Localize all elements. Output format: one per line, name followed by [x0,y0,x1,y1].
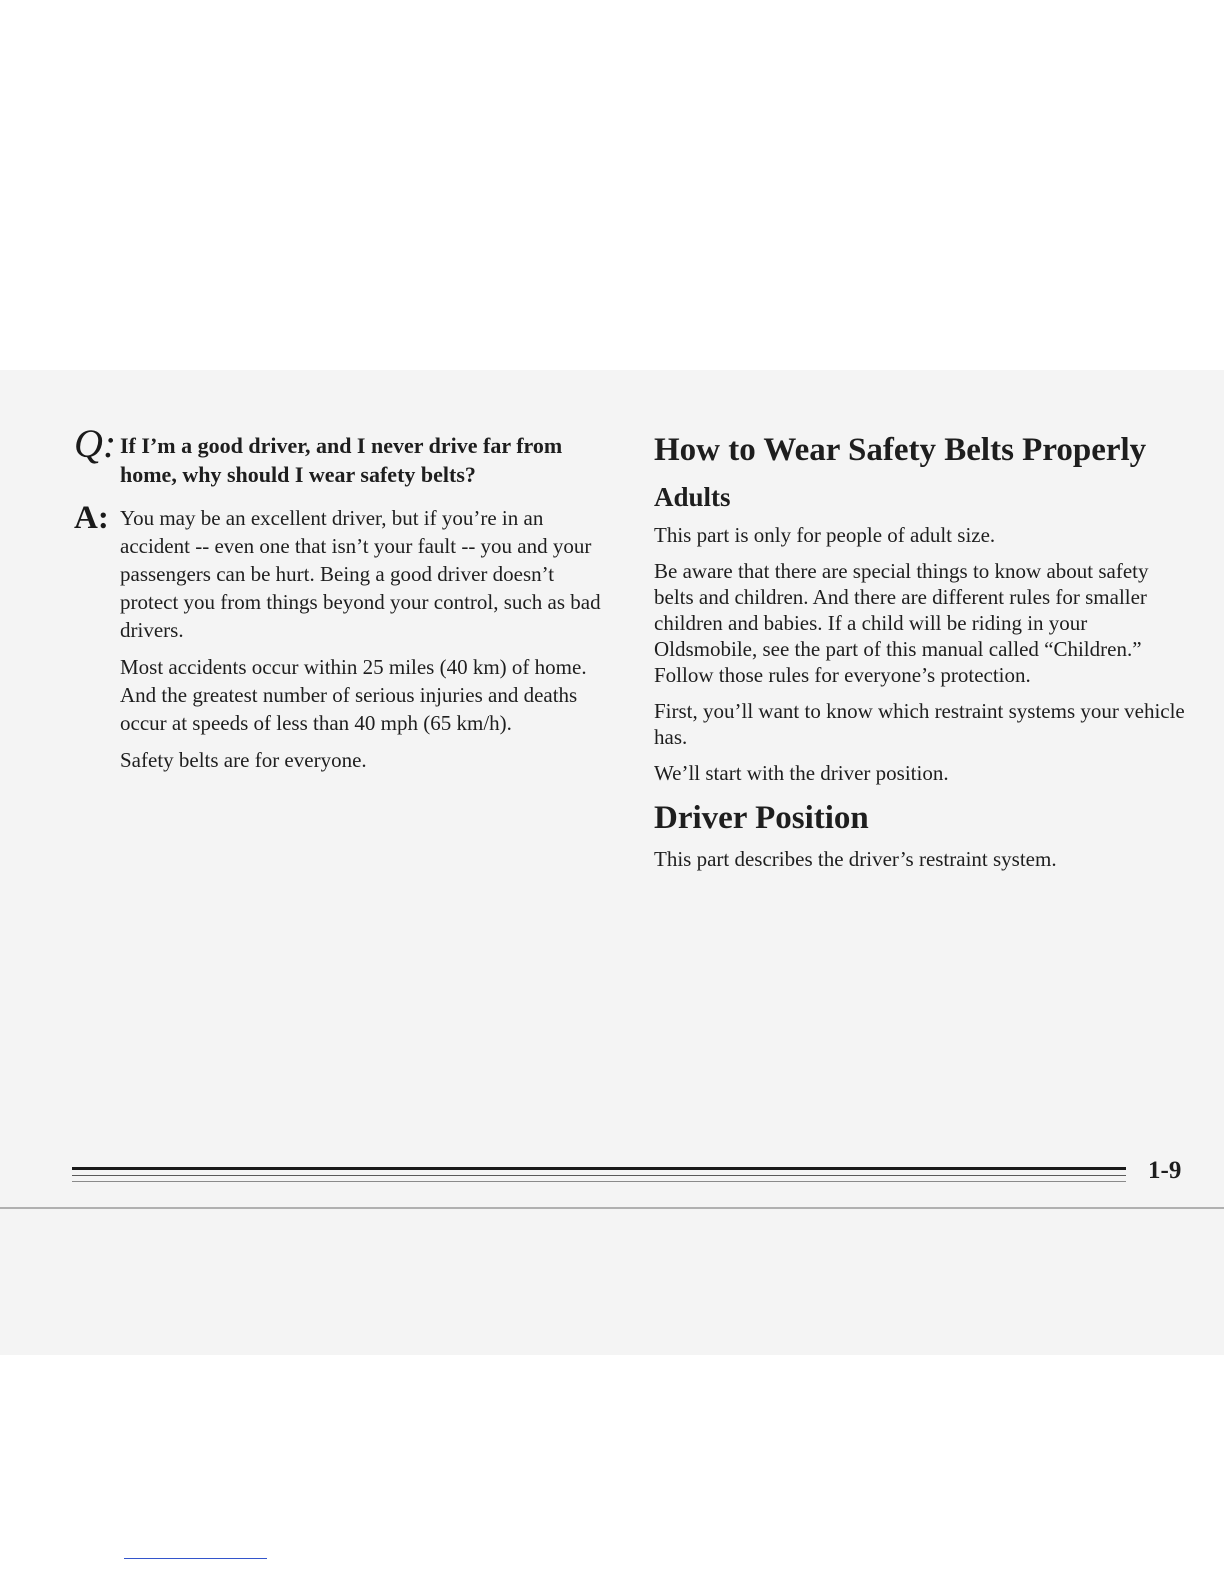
right-column [654,430,1189,872]
body-paragraph: We’ll start with the driver position. [654,761,949,785]
body-paragraph: First, you’ll want to know which restraint systems your vehicle has. [654,699,1185,749]
answer-marker: A: [74,500,109,536]
answer-paragraph: Safety belts are for everyone. [120,748,367,772]
question-marker: Q: [74,421,117,466]
footer-link-underline [124,1558,267,1559]
answer-paragraph: You may be an excellent driver, but if you’re in an accident -- even one that isn’t your fault -- you and your passengers can be hurt. Being a good driver doesn’t protect you from things beyond your control, such as bad drivers. [120,506,601,642]
body-paragraph: Be aware that there are special things to know about safety belts and children. And there are different rules for smaller children and babies. If a child will be riding in your Oldsmobile, see the part of this manual called “Children.” Follow those rules for everyone’s protection. [654,559,1149,687]
body-paragraph: This part describes the driver’s restraint system. [654,847,1057,871]
page-number: 1-9 [1148,1157,1182,1184]
answer-paragraph: Most accidents occur within 25 miles (40 km) of home. And the greatest number of serious injuries and deaths occur at speeds of less than 40 mph (65 km/h). [120,655,587,735]
question-text: If I’m a good driver, and I never drive far from home, why should I wear safety belts? [120,433,563,487]
footer-rule [72,1167,1126,1170]
footer-rule-thin [72,1175,1126,1176]
footer-rule-thin [72,1181,1126,1182]
section-heading: How to Wear Safety Belts Properly [654,432,1147,468]
answer-text [120,504,615,774]
section-heading-driver-position: Driver Position [654,800,869,836]
body-paragraph: This part is only for people of adult size. [654,523,996,547]
page-edge-divider [0,1207,1224,1209]
subsection-heading: Adults [654,482,731,512]
